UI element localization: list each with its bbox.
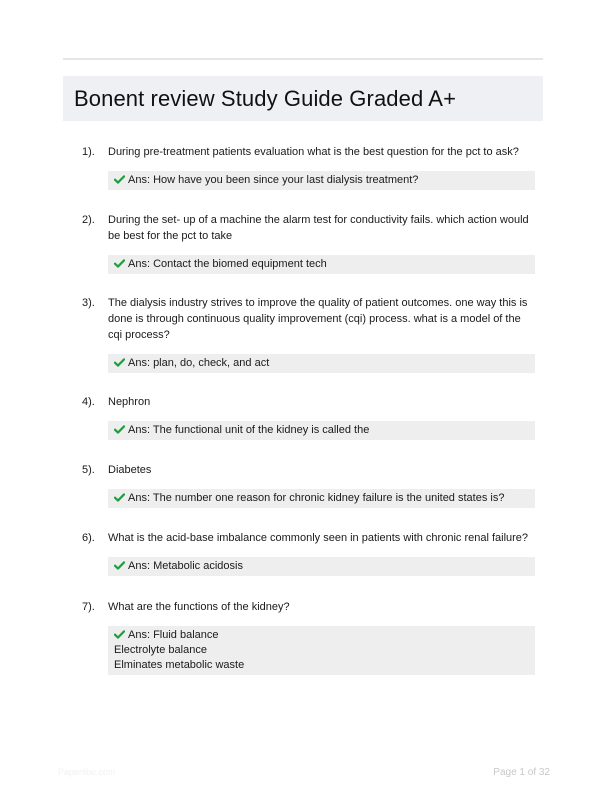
question-text: Diabetes: [108, 464, 152, 476]
qa-item-6: [82, 530, 537, 576]
qa-item-5: [82, 462, 537, 508]
answer-box: [108, 421, 535, 440]
document-title: Bonent review Study Guide Graded A+: [74, 85, 457, 111]
answer-line: Elminates metabolic waste: [114, 659, 245, 671]
answer-text: Ans: The number one reason for chronic kidney failure is the united states is?: [128, 492, 505, 504]
qa-item-1: [82, 144, 537, 190]
question-number: 4).: [82, 396, 95, 408]
answer-box: [108, 626, 535, 675]
question-text: During pre-treatment patients evaluation what is the best question for the pct to ask?: [108, 146, 519, 158]
footer-site-watermark: Paperlibe.com: [58, 767, 116, 777]
question-number: 7).: [82, 601, 95, 613]
answer-line: [114, 628, 529, 643]
question-row: [82, 394, 537, 410]
answer-line: [114, 559, 529, 574]
answer-text: Ans: How have you been since your last dialysis treatment?: [128, 174, 419, 186]
question-row: [82, 295, 537, 343]
qa-item-2: [82, 212, 537, 274]
answer-line: [114, 423, 529, 438]
answer-text: Ans: plan, do, check, and act: [128, 357, 270, 369]
qa-item-3: [82, 295, 537, 373]
check-icon: [114, 175, 125, 184]
question-row: [82, 144, 537, 160]
qa-item-7: [82, 599, 537, 675]
answer-line: Electrolyte balance: [114, 644, 207, 656]
question-row: [82, 599, 537, 615]
check-icon: [114, 425, 125, 434]
answer-box: [108, 171, 535, 190]
answer-text: Ans: Contact the biomed equipment tech: [128, 258, 327, 270]
question-text: The dialysis industry strives to improve the quality of patient outcomes. one way this is done is through continuous quality improvement (cqi) process. what is a model of the cqi process?: [108, 297, 528, 341]
question-number: 2).: [82, 214, 95, 226]
answer-box: [108, 255, 535, 274]
question-text: During the set- up of a machine the alarm test for conductivity fails. which action would be best for the pct to take: [108, 214, 529, 242]
answer-text: Ans: The functional unit of the kidney is called the: [128, 424, 370, 436]
answer-box: [108, 557, 535, 576]
question-row: [82, 212, 537, 244]
answer-box: [108, 489, 535, 508]
check-icon: [114, 358, 125, 367]
question-number: 3).: [82, 297, 95, 309]
top-divider: [63, 58, 543, 60]
check-icon: [114, 493, 125, 502]
qa-item-4: [82, 394, 537, 440]
check-icon: [114, 561, 125, 570]
answer-text: Ans: Metabolic acidosis: [128, 560, 243, 572]
answer-line: [114, 491, 529, 506]
answer-line: [114, 173, 529, 188]
question-number: 5).: [82, 464, 95, 476]
question-text: What are the functions of the kidney?: [108, 601, 290, 613]
answer-text: Ans: Fluid balance: [128, 629, 219, 641]
page-number: Page 1 of 32: [493, 767, 550, 778]
question-text: Nephron: [108, 396, 151, 408]
title-banner: [63, 76, 543, 121]
answer-line: [114, 257, 529, 272]
answer-box: [108, 354, 535, 373]
check-icon: [114, 630, 125, 639]
question-row: [82, 462, 537, 478]
question-row: [82, 530, 537, 546]
question-number: 6).: [82, 532, 95, 544]
answer-line: [114, 356, 529, 371]
check-icon: [114, 259, 125, 268]
question-text: What is the acid-base imbalance commonly seen in patients with chronic renal failure?: [108, 532, 529, 544]
question-number: 1).: [82, 146, 95, 158]
